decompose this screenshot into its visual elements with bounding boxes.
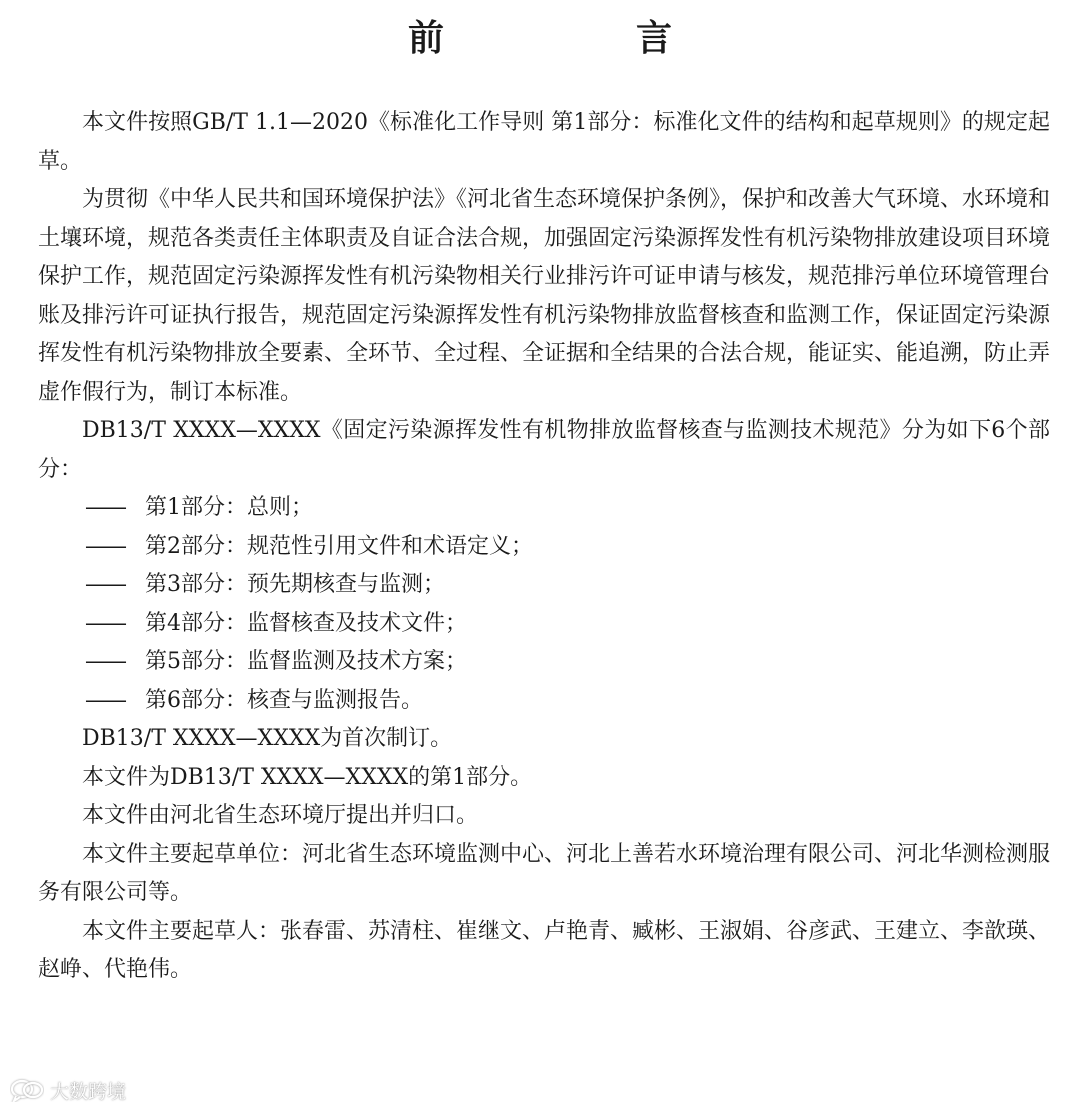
paragraph-drafters: 本文件主要起草人：张春雷、苏清柱、崔继文、卢艳青、臧彬、王淑娟、谷彦武、王建立、李歆瑛、赵峥、代艳伟。: [38, 918, 1051, 982]
list-dash: ——: [85, 610, 125, 636]
list-item: [38, 489, 1050, 528]
chat-bubble-icon: [10, 1078, 44, 1102]
parts-list: [38, 489, 1050, 720]
list-item-label: 第2部分：规范性引用文件和术语定义；: [145, 533, 533, 559]
list-item: [38, 566, 1050, 605]
paragraph-proposer: 本文件由河北省生态环境厅提出并归口。: [82, 803, 479, 828]
list-item-label: 第6部分：核查与监测报告。: [145, 687, 423, 713]
list-item: [38, 682, 1050, 721]
paragraph-drafting-basis: 本文件按照GB/T 1.1—2020《标准化工作导则 第1部分：标准化文件的结构和起草规则》的规定起草。: [38, 110, 1050, 174]
document-body: [38, 104, 1050, 990]
list-item: [38, 528, 1050, 567]
paragraph-parts-intro: DB13/T XXXX—XXXX《固定污染源挥发性有机物排放监督核查与监测技术规范》分为如下6个部分：: [38, 418, 1050, 482]
list-item-label: 第4部分：监督核查及技术文件；: [145, 610, 467, 636]
list-dash: ——: [85, 533, 125, 559]
list-item-label: 第3部分：预先期核查与监测；: [145, 572, 445, 597]
list-item-label: 第5部分：监督监测及技术方案；: [145, 649, 467, 674]
watermark: [10, 1076, 126, 1104]
paragraph-first-edition: DB13/T XXXX—XXXX为首次制订。: [82, 726, 453, 751]
list-dash: ——: [85, 649, 125, 674]
list-dash: ——: [85, 495, 125, 520]
paragraph-part-number: 本文件为DB13/T XXXX—XXXX的第1部分。: [82, 764, 533, 790]
paragraph-purpose: 为贯彻《中华人民共和国环境保护法》《河北省生态环境保护条例》，保护和改善大气环境、水环境和土壤环境，规范各类责任主体职责及自证合法合规，加强固定污染源挥发性有机污染物排放建设项目环境保护工作，规范固定污染源挥发性有机污染物相关行业排污许可证申请与核发，规范排污单位环境管理台账及排污许可证执行报告，规范固定污染源挥发性有机污染物排放监督核查和监测工作，保证固定污染源挥发性有机污染物排放全要素、全环节、全过程、全证据和全结果的合法合规，能证实、能追溯，防止弄虚作假行为，制订本标准。: [38, 187, 1051, 405]
page-title: 前 言: [407, 18, 750, 59]
list-item: [38, 643, 1050, 682]
list-item: [38, 605, 1050, 644]
paragraph-drafting-units: 本文件主要起草单位：河北省生态环境监测中心、河北上善若水环境治理有限公司、河北华测检测服务有限公司等。: [38, 841, 1051, 905]
list-item-label: 第1部分：总则；: [145, 495, 313, 520]
list-dash: ——: [85, 687, 125, 713]
list-dash: ——: [85, 572, 125, 597]
watermark-text: 大数跨境: [50, 1080, 127, 1103]
